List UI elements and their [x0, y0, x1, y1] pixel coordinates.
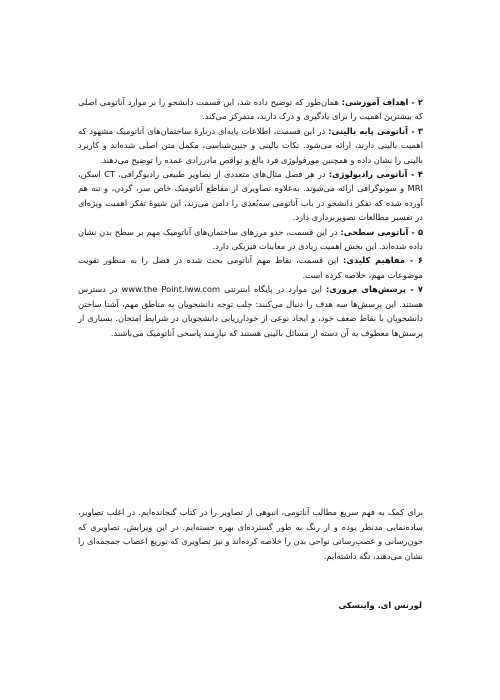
- list-item: [78, 225, 423, 254]
- item-text: همان‌طور که توضیح داده شد، این قسمت دانشجو را بر موارد آناتومی اصلی که بیشترین اهمیت را برای یادگیری و درک دارند، متمرکز می‌کند.: [78, 97, 423, 122]
- item-text: در هر فصل مثال‌های متعددی از تصاویر طبیعی رادیوگرافی، CT اسکن، MRI و سونوگرافی ارائه می‌شوند. به‌علاوه تصاویری از مقاطع آناتومیک خاص سر، گردن، و تنه هم آورده شده که تفکر دانشجو در باب آناتومی سه‌بُعدی را دامن می‌زند، این شیوهٔ تفکر اهمیت ویژه‌ای در تفسیر مطالعات تصویربرداری دارد.: [78, 169, 423, 223]
- author-signature: لورنس ای. واینسکی: [338, 600, 422, 610]
- item-title: ۴ - آناتومی رادیولوژی:: [328, 169, 423, 180]
- feature-list: [78, 95, 423, 340]
- item-text: این قسمت، نقاط مهم آناتومی بحث شده در فصل را به منظور تقویت موضوعات مهم، خلاصه کرده است.: [78, 255, 423, 280]
- item-title: ۳ - آناتومی پایه بالینی:: [328, 125, 423, 136]
- list-item: [78, 253, 423, 282]
- item-title: ۵ - آناتومی سطحی:: [340, 226, 424, 237]
- item-text: در این قسمت، اطلاعات پایه‌ای دربارهٔ ساختمان‌های آناتومیک مشهود که اهمیت بالینی دارند، ارائه می‌شود. نکات بالینی و جنین‌شناسی، مکمل متن اصلی شده‌اند و کاربرد بالینی را نشان داده و همچنین مورفولوژی فرد بالغ و نواقص مادرزادی عمده را توضیح می‌دهند.: [78, 125, 423, 165]
- item-title: ۶ - مفاهیم کلیدی:: [343, 255, 423, 266]
- item-text: این موارد در پایگاه اینترنتی www.the Point.lww.com در دسترس هستند. این پرسش‌ها سه هدف را دنبال می‌کنند: جلب توجه دانشجویان به مناطق مهم، آشنا ساختن دانشجویان با نقاط ضعف خود، و ایجاد نوعی از خودارزیابی دانشجویان در شرایط امتحان. بسیاری از پرسش‌ها معطوف به آن دسته از مسائل بالینی هستند که نیازمند پاسخی آناتومیک می‌باشند.: [78, 284, 423, 338]
- list-item: [78, 95, 423, 124]
- item-title: ۲ - اهداف آموزشی:: [341, 97, 423, 107]
- item-text: در این قسمت، حدو مرزهای ساختمان‌های آناتومیک مهم بر سطح بدن نشان داده شده‌اند. این بخش اهمیت زیادی در معاینات فیزیکی دارد.: [78, 226, 423, 252]
- item-title: ۷ - پرسش‌های مروری:: [325, 284, 423, 295]
- list-item: [78, 282, 423, 340]
- body-paragraph: برای کمک به فهم سریع مطالب آناتومی، انبوهی از تصاویر را در کتاب گنجانده‌ایم. در اغلب تصاویر، ساده‌نمایی مدنظر بوده و از رنگ به طور گسترده‌ای بهره جسته‌ایم. در این ویرایش، تصاویری که خون‌رسانی و عصب‌رسانی نواحی بدن را خلاصه کرده‌اند و نیز تصاویری که توزیع اعصاب جمجمه‌ای را نشان می‌دهند، نگه داشته‌ایم.: [78, 507, 423, 561]
- list-item: [78, 167, 423, 225]
- list-item: [78, 124, 423, 167]
